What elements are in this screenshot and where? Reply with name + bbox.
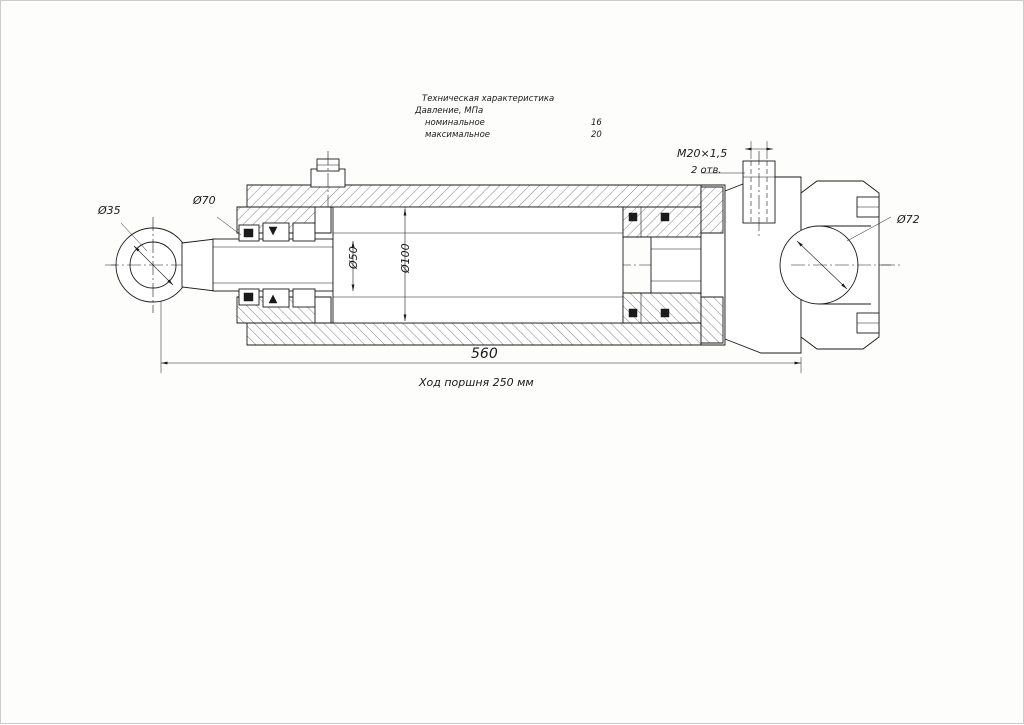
dim-overall-length: 560 — [471, 346, 498, 362]
spec-row-value-1: 16 — [591, 118, 602, 128]
dim-port-thread: M20×1,5 — [677, 147, 728, 160]
dim-gland-outer: Ø70 — [193, 194, 216, 207]
piston-rod — [213, 239, 333, 291]
spec-row-label-0: Давление, МПа — [415, 106, 484, 116]
dim-rod-diameter: Ø50 — [347, 246, 360, 269]
dim-port-count: 2 отв. — [691, 165, 722, 176]
spec-row-value-2: 20 — [591, 130, 602, 140]
note-stroke: Ход поршня 250 мм — [419, 376, 534, 389]
dim-head-eye-bore: Ø72 — [897, 213, 920, 226]
spec-heading: Техническая характеристика — [422, 94, 555, 104]
spec-row-label-1: номинальное — [425, 118, 485, 128]
dim-bore-diameter: Ø100 — [399, 243, 412, 273]
spec-row-label-2: максимальное — [425, 130, 491, 140]
rod-eye — [105, 217, 215, 313]
dim-rod-eye-bore: Ø35 — [98, 204, 121, 217]
assembly-drawing — [1, 1, 1024, 725]
